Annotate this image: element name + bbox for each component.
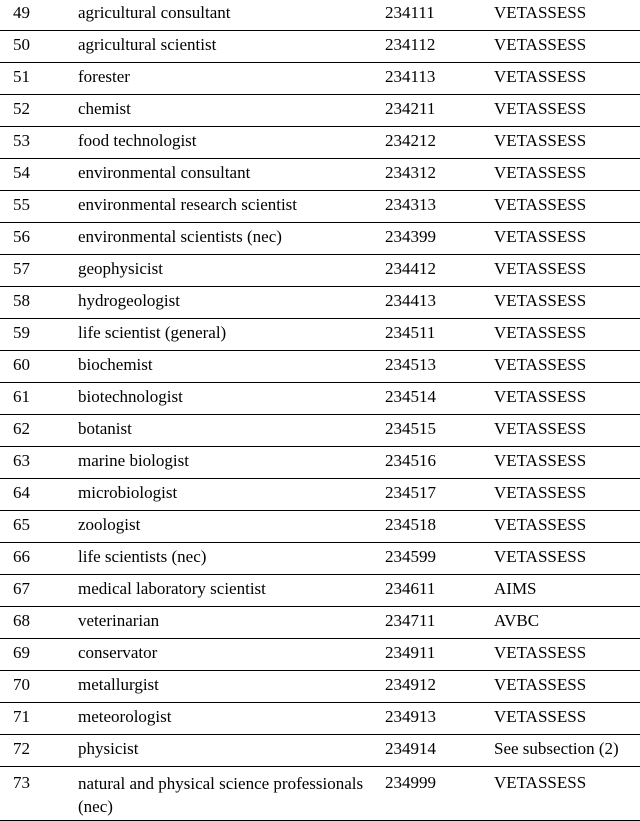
table-row — [0, 511, 640, 543]
anzsco-code: 234413 — [385, 287, 494, 319]
anzsco-code: 234711 — [385, 607, 494, 639]
assessing-authority: AVBC — [494, 607, 640, 639]
anzsco-code: 234312 — [385, 159, 494, 191]
table-row — [0, 63, 640, 95]
table-row — [0, 671, 640, 703]
row-number: 53 — [0, 127, 78, 159]
occupation-name: forester — [78, 63, 385, 95]
row-number: 62 — [0, 415, 78, 447]
occupation-name: geophysicist — [78, 255, 385, 287]
anzsco-code: 234513 — [385, 351, 494, 383]
anzsco-code: 234113 — [385, 63, 494, 95]
assessing-authority: VETASSESS — [494, 511, 640, 543]
row-number: 61 — [0, 383, 78, 415]
row-number: 73 — [0, 767, 78, 821]
occupation-name: biochemist — [78, 351, 385, 383]
occupation-name: microbiologist — [78, 479, 385, 511]
table-row — [0, 447, 640, 479]
occupation-name: agricultural scientist — [78, 31, 385, 63]
assessing-authority: VETASSESS — [494, 63, 640, 95]
row-number: 55 — [0, 191, 78, 223]
table-row — [0, 479, 640, 511]
row-number: 60 — [0, 351, 78, 383]
anzsco-code: 234999 — [385, 767, 494, 821]
anzsco-code: 234514 — [385, 383, 494, 415]
row-number: 69 — [0, 639, 78, 671]
row-number: 54 — [0, 159, 78, 191]
anzsco-code: 234911 — [385, 639, 494, 671]
occupation-name: life scientist (general) — [78, 319, 385, 351]
row-number: 59 — [0, 319, 78, 351]
anzsco-code: 234313 — [385, 191, 494, 223]
occupation-name: conservator — [78, 639, 385, 671]
assessing-authority: VETASSESS — [494, 191, 640, 223]
occupation-name: veterinarian — [78, 607, 385, 639]
anzsco-code: 234511 — [385, 319, 494, 351]
anzsco-code: 234599 — [385, 543, 494, 575]
assessing-authority: VETASSESS — [494, 671, 640, 703]
row-number: 65 — [0, 511, 78, 543]
row-number: 52 — [0, 95, 78, 127]
assessing-authority: AIMS — [494, 575, 640, 607]
occupation-name: agricultural consultant — [78, 0, 385, 31]
occupation-name: metallurgist — [78, 671, 385, 703]
anzsco-code: 234399 — [385, 223, 494, 255]
assessing-authority: VETASSESS — [494, 543, 640, 575]
occupation-name: environmental consultant — [78, 159, 385, 191]
anzsco-code: 234912 — [385, 671, 494, 703]
occupation-name: zoologist — [78, 511, 385, 543]
occupation-name: meteorologist — [78, 703, 385, 735]
occupation-name: medical laboratory scientist — [78, 575, 385, 607]
table-row — [0, 159, 640, 191]
table-row — [0, 287, 640, 319]
table-row — [0, 319, 640, 351]
table-row — [0, 0, 640, 31]
assessing-authority: VETASSESS — [494, 319, 640, 351]
occupation-name: food technologist — [78, 127, 385, 159]
table-row — [0, 607, 640, 639]
occupation-name: biotechnologist — [78, 383, 385, 415]
table-row — [0, 767, 640, 821]
row-number: 72 — [0, 735, 78, 767]
assessing-authority: VETASSESS — [494, 0, 640, 31]
table-row — [0, 95, 640, 127]
table-row — [0, 735, 640, 767]
assessing-authority: VETASSESS — [494, 479, 640, 511]
assessing-authority: VETASSESS — [494, 415, 640, 447]
assessing-authority: VETASSESS — [494, 383, 640, 415]
row-number: 49 — [0, 0, 78, 31]
occupation-name: natural and physical science professionals (nec) — [78, 767, 385, 821]
occupation-name: physicist — [78, 735, 385, 767]
row-number: 57 — [0, 255, 78, 287]
table-row — [0, 31, 640, 63]
anzsco-code: 234112 — [385, 31, 494, 63]
assessing-authority: VETASSESS — [494, 127, 640, 159]
anzsco-code: 234914 — [385, 735, 494, 767]
occupation-name: marine biologist — [78, 447, 385, 479]
anzsco-code: 234517 — [385, 479, 494, 511]
table-row — [0, 255, 640, 287]
assessing-authority: VETASSESS — [494, 255, 640, 287]
anzsco-code: 234412 — [385, 255, 494, 287]
occupation-name: hydrogeologist — [78, 287, 385, 319]
row-number: 58 — [0, 287, 78, 319]
table-row — [0, 543, 640, 575]
row-number: 56 — [0, 223, 78, 255]
assessing-authority: VETASSESS — [494, 31, 640, 63]
row-number: 67 — [0, 575, 78, 607]
row-number: 50 — [0, 31, 78, 63]
anzsco-code: 234515 — [385, 415, 494, 447]
row-number: 64 — [0, 479, 78, 511]
assessing-authority: See subsection (2) — [494, 735, 640, 767]
row-number: 71 — [0, 703, 78, 735]
occupation-name: environmental scientists (nec) — [78, 223, 385, 255]
anzsco-code: 234516 — [385, 447, 494, 479]
assessing-authority: VETASSESS — [494, 95, 640, 127]
table-row — [0, 127, 640, 159]
anzsco-code: 234211 — [385, 95, 494, 127]
anzsco-code: 234611 — [385, 575, 494, 607]
row-number: 51 — [0, 63, 78, 95]
anzsco-code: 234111 — [385, 0, 494, 31]
table-row — [0, 639, 640, 671]
table-row — [0, 351, 640, 383]
assessing-authority: VETASSESS — [494, 351, 640, 383]
assessing-authority: VETASSESS — [494, 639, 640, 671]
assessing-authority: VETASSESS — [494, 223, 640, 255]
assessing-authority: VETASSESS — [494, 287, 640, 319]
occupation-name: botanist — [78, 415, 385, 447]
assessing-authority: VETASSESS — [494, 159, 640, 191]
row-number: 66 — [0, 543, 78, 575]
table-row — [0, 415, 640, 447]
table-row — [0, 383, 640, 415]
anzsco-code: 234212 — [385, 127, 494, 159]
row-number: 68 — [0, 607, 78, 639]
assessing-authority: VETASSESS — [494, 447, 640, 479]
occupation-name: life scientists (nec) — [78, 543, 385, 575]
anzsco-code: 234518 — [385, 511, 494, 543]
anzsco-code: 234913 — [385, 703, 494, 735]
assessing-authority: VETASSESS — [494, 703, 640, 735]
assessing-authority: VETASSESS — [494, 767, 640, 821]
table-row — [0, 191, 640, 223]
row-number: 63 — [0, 447, 78, 479]
table-row — [0, 223, 640, 255]
table-row — [0, 575, 640, 607]
occupation-name: environmental research scientist — [78, 191, 385, 223]
row-number: 70 — [0, 671, 78, 703]
table-row — [0, 703, 640, 735]
occupation-name: chemist — [78, 95, 385, 127]
